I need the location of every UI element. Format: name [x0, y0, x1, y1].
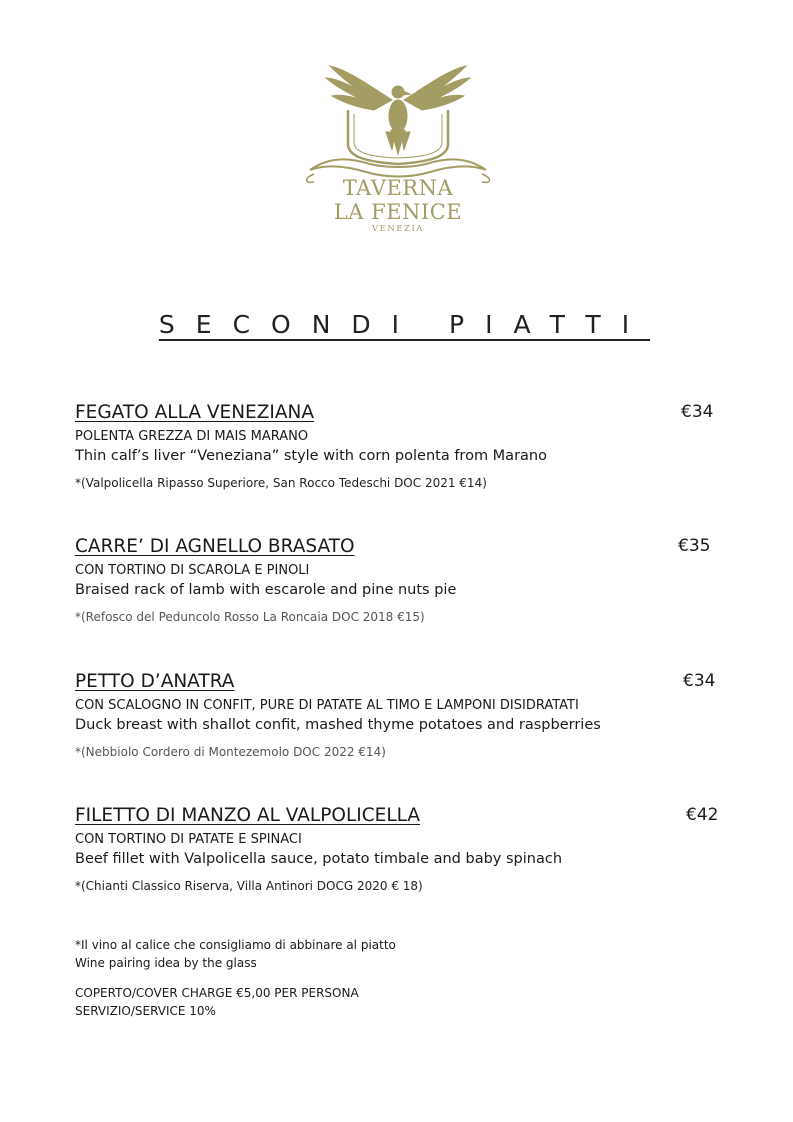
pairing-note-english: Wine pairing idea by the glass [75, 956, 257, 970]
dish-subtitle: CON TORTINO DI SCAROLA E PINOLI [75, 563, 310, 578]
dish-name: FEGATO ALLA VENEZIANA [75, 402, 315, 423]
pairing-note-italian: *Il vino al calice che consigliamo di abbinare al piatto [75, 938, 396, 952]
wine-pairing: *(Valpolicella Ripasso Superiore, San Rocco Tedeschi DOC 2021 €14) [75, 476, 487, 490]
cover-charge-note: COPERTO/COVER CHARGE €5,00 PER PERSONA [75, 986, 359, 1000]
dish-price: €42 [686, 805, 719, 825]
dish-english-description: Duck breast with shallot confit, mashed thyme potatoes and raspberries [75, 717, 601, 733]
dish-subtitle: POLENTA GREZZA DI MAIS MARANO [75, 429, 309, 444]
dish-price: €34 [683, 671, 716, 691]
wine-pairing: *(Chianti Classico Riserva, Villa Antinori DOCG 2020 € 18) [75, 879, 423, 893]
wine-pairing: *(Nebbiolo Cordero di Montezemolo DOC 2022 €14) [75, 745, 386, 759]
restaurant-logo [300, 58, 496, 244]
dish-name: PETTO D’ANATRA [75, 671, 235, 692]
logo-line-taverna: TAVERNA [342, 176, 454, 200]
page-title: SECONDI PIATTI [158, 310, 651, 339]
logo-line-venezia: VENEZIA [372, 224, 424, 234]
dish-subtitle: CON TORTINO DI PATATE E SPINACI [75, 832, 302, 847]
phoenix-crest-icon [300, 58, 496, 188]
dish-english-description: Braised rack of lamb with escarole and pine nuts pie [75, 582, 457, 598]
dish-english-description: Thin calf’s liver “Veneziana” style with corn polenta from Marano [75, 448, 547, 464]
dish-name: FILETTO DI MANZO AL VALPOLICELLA [75, 805, 421, 826]
service-charge-note: SERVIZIO/SERVICE 10% [75, 1004, 216, 1018]
dish-price: €35 [678, 536, 711, 556]
dish-english-description: Beef fillet with Valpolicella sauce, potato timbale and baby spinach [75, 851, 563, 867]
wine-pairing: *(Refosco del Peduncolo Rosso La Roncaia DOC 2018 €15) [75, 610, 425, 624]
dish-subtitle: CON SCALOGNO IN CONFIT, PURE DI PATATE AL TIMO E LAMPONI DISIDRATATI [75, 698, 579, 713]
dish-price: €34 [681, 402, 714, 422]
logo-line-la-fenice: LA FENICE [333, 200, 463, 224]
dish-name: CARRE’ DI AGNELLO BRASATO [75, 536, 355, 557]
